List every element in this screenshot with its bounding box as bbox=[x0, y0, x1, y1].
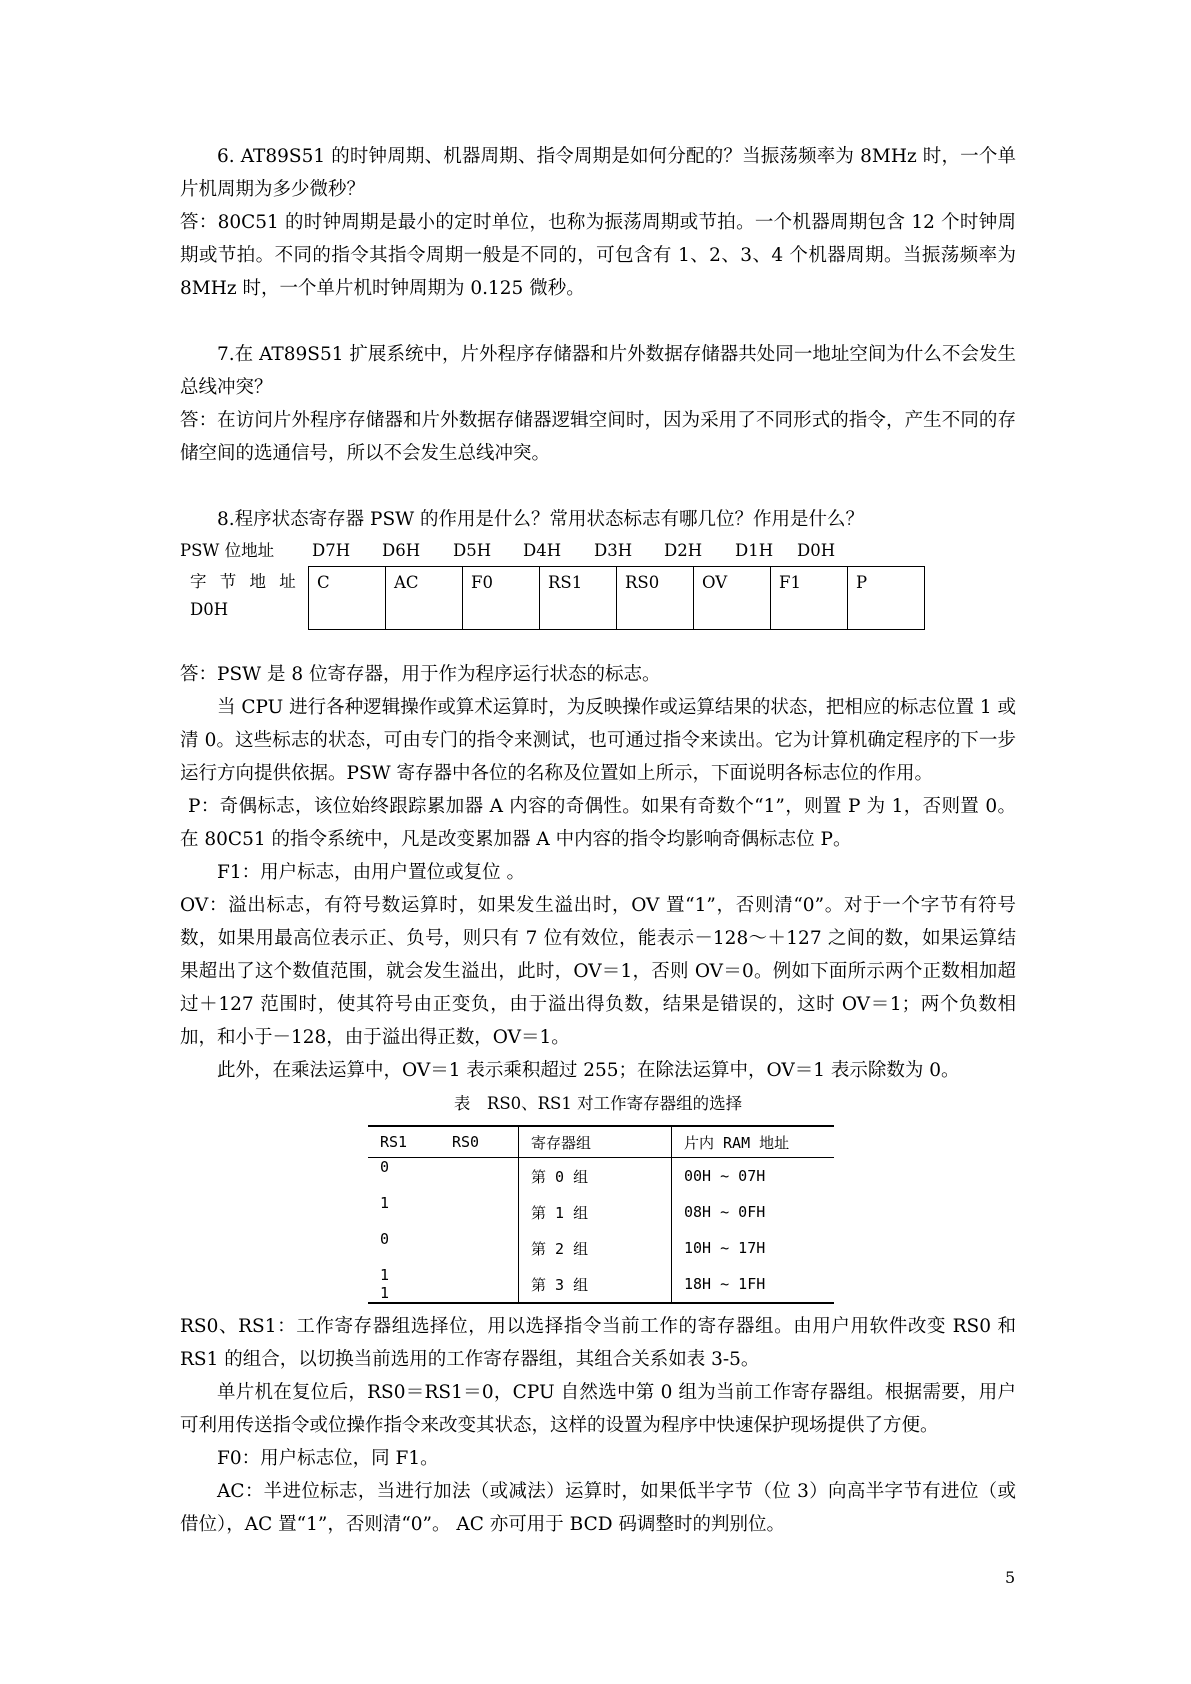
q6-question: 6. AT89S51 的时钟周期、机器周期、指令周期是如何分配的？当振荡频率为 8MHz 时，一个单片机周期为多少微秒？ bbox=[180, 146, 1016, 200]
cell-group: 第 0 组 bbox=[519, 1158, 672, 1195]
table-row bbox=[368, 1230, 834, 1266]
psw-bit-addr: D1H bbox=[735, 541, 774, 560]
f0-flag-description: F0：用户标志位，同 F1。 bbox=[217, 1448, 439, 1469]
page-number: 5 bbox=[1005, 1568, 1016, 1587]
cell-group: 第 1 组 bbox=[519, 1194, 672, 1230]
q6-answer: 答：80C51 的时钟周期是最小的定时单位，也称为振荡周期或节拍。一个机器周期包含 12 个时钟周期或节拍。不同的指令其指令周期一般是不同的，可包含有 1、2、3、4 个机器周期。当振荡频率为 8MHz 时，一个单片机时钟周期为 0.125 微秒。 bbox=[180, 212, 1016, 299]
psw-bit-table bbox=[308, 566, 925, 630]
cell-group: 第 2 组 bbox=[519, 1230, 672, 1266]
cell-addr: 18H ~ 1FH bbox=[672, 1266, 835, 1303]
psw-addr-label: PSW 位地址 bbox=[180, 541, 275, 560]
psw-bit-addr: D3H bbox=[594, 541, 633, 560]
psw-byte-addr: D0H bbox=[190, 600, 229, 619]
q8-answer-paragraph: 当 CPU 进行各种逻辑操作或算术运算时，为反映操作或运算结果的状态，把相应的标志位置 1 或清 0。这些标志的状态，可由专门的指令来测试，也可通过指令来读出。它为计算机确定程序的下一步运行方向提供依据。PSW 寄存器中各位的名称及位置如上所示，下面说明各标志位的作用。 bbox=[180, 697, 1016, 784]
header-addr: 片内 RAM 地址 bbox=[672, 1126, 835, 1158]
q7-answer: 答：在访问片外程序存储器和片外数据存储器逻辑空间时，因为采用了不同形式的指令，产生不同的存储空间的选通信号，所以不会发生总线冲突。 bbox=[180, 410, 1016, 464]
cell-rs1: 1 bbox=[380, 1194, 390, 1212]
psw-bit-cell: RS1 bbox=[540, 567, 617, 630]
cell-addr: 08H ~ 0FH bbox=[672, 1194, 835, 1230]
p-flag-description: P：奇偶标志，该位始终跟踪累加器 A 内容的奇偶性。如果有奇数个“1”，则置 P 为 1，否则置 0。在 80C51 的指令系统中，凡是改变累加器 A 中内容的指令均影响奇偶标志位 P。 bbox=[180, 796, 1016, 850]
table-cell bbox=[368, 1158, 519, 1195]
psw-register-diagram bbox=[180, 566, 1016, 636]
q8-question: 8.程序状态寄存器 PSW 的作用是什么？常用状态标志有哪几位？作用是什么？ bbox=[217, 509, 865, 530]
psw-bit-cell: RS0 bbox=[617, 567, 694, 630]
f1-flag-description: F1：用户标志，由用户置位或复位 。 bbox=[217, 862, 525, 883]
header-group: 寄存器组 bbox=[519, 1126, 672, 1158]
cell-group: 第 3 组 bbox=[519, 1266, 672, 1303]
psw-bit-addr: D7H bbox=[312, 541, 351, 560]
psw-bit-addr: D4H bbox=[523, 541, 562, 560]
psw-bit-address-row bbox=[180, 536, 1016, 566]
ov-extra-description: 此外，在乘法运算中，OV＝1 表示乘积超过 255；在除法运算中，OV＝1 表示除数为 0。 bbox=[217, 1060, 960, 1081]
cell-rs1: 0 bbox=[380, 1158, 390, 1176]
psw-bit-addr: D5H bbox=[453, 541, 492, 560]
cell-rs1: 0 bbox=[380, 1230, 390, 1248]
cell-rs1: 1 bbox=[380, 1266, 390, 1284]
table-cell bbox=[368, 1194, 519, 1230]
rs-flag-description: RS0、RS1：工作寄存器组选择位，用以选择指令当前工作的寄存器组。由用户用软件改变 RS0 和 RS1 的组合，以切换当前选用的工作寄存器组，其组合关系如表 3-5。 bbox=[180, 1316, 1016, 1370]
table-row bbox=[368, 1266, 834, 1303]
table-row bbox=[368, 1158, 834, 1195]
psw-bit-cell: P bbox=[848, 567, 925, 630]
register-bank-table bbox=[368, 1125, 834, 1304]
cell-addr: 10H ~ 17H bbox=[672, 1230, 835, 1266]
rs-reset-description: 单片机在复位后，RS0＝RS1＝0，CPU 自然选中第 0 组为当前工作寄存器组。根据需要，用户可利用传送指令或位操作指令来改变其状态，这样的设置为程序中快速保护现场提供了方便。 bbox=[180, 1382, 1016, 1436]
table-header-row bbox=[368, 1126, 834, 1158]
page-content bbox=[180, 140, 1016, 1541]
psw-byte-label: 字 节 地 址 bbox=[190, 572, 296, 591]
ac-flag-description: AC：半进位标志，当进行加法（或减法）运算时，如果低半字节（位 3）向高半字节有进位（或借位），AC 置“1”，否则清“0”。 AC 亦可用于 BCD 码调整时的判别位。 bbox=[180, 1481, 1016, 1535]
q7-question: 7.在 AT89S51 扩展系统中，片外程序存储器和片外数据存储器共处同一地址空间为什么不会发生总线冲突？ bbox=[180, 344, 1016, 398]
table-caption: 表 RS0、RS1 对工作寄存器组的选择 bbox=[453, 1094, 743, 1113]
psw-bit-addr: D2H bbox=[664, 541, 703, 560]
table-header bbox=[368, 1126, 519, 1158]
psw-bit-cell: OV bbox=[694, 567, 771, 630]
psw-bit-addr: D6H bbox=[382, 541, 421, 560]
psw-bit-cell: F0 bbox=[463, 567, 540, 630]
cell-rs0: 1 bbox=[380, 1284, 390, 1302]
psw-bit-cell: C bbox=[309, 567, 386, 630]
psw-bit-cell: F1 bbox=[771, 567, 848, 630]
header-rs1: RS1 bbox=[380, 1133, 408, 1151]
cell-addr: 00H ~ 07H bbox=[672, 1158, 835, 1195]
psw-bit-cell: AC bbox=[386, 567, 463, 630]
table-cell bbox=[368, 1230, 519, 1266]
table-cell bbox=[368, 1266, 519, 1303]
psw-bit-addr: D0H bbox=[797, 541, 836, 560]
q8-answer-intro: 答：PSW 是 8 位寄存器，用于作为程序运行状态的标志。 bbox=[180, 664, 661, 685]
table-row bbox=[368, 1194, 834, 1230]
header-rs0: RS0 bbox=[452, 1133, 480, 1151]
ov-flag-description: OV：溢出标志，有符号数运算时，如果发生溢出时，OV 置“1”，否则清“0”。对于一个字节有符号数，如果用最高位表示正、负号，则只有 7 位有效位，能表示－128～＋127 之间的数，如果运算结果超出了这个数值范围，就会发生溢出，此时，OV＝1，否则 OV＝0。例如下面所示两个正数相加超过＋127 范围时，使其符号由正变负，由于溢出得负数，结果是错误的，这时 OV＝1；两个负数相加，和小于－128，由于溢出得正数，OV＝1。 bbox=[180, 895, 1016, 1048]
